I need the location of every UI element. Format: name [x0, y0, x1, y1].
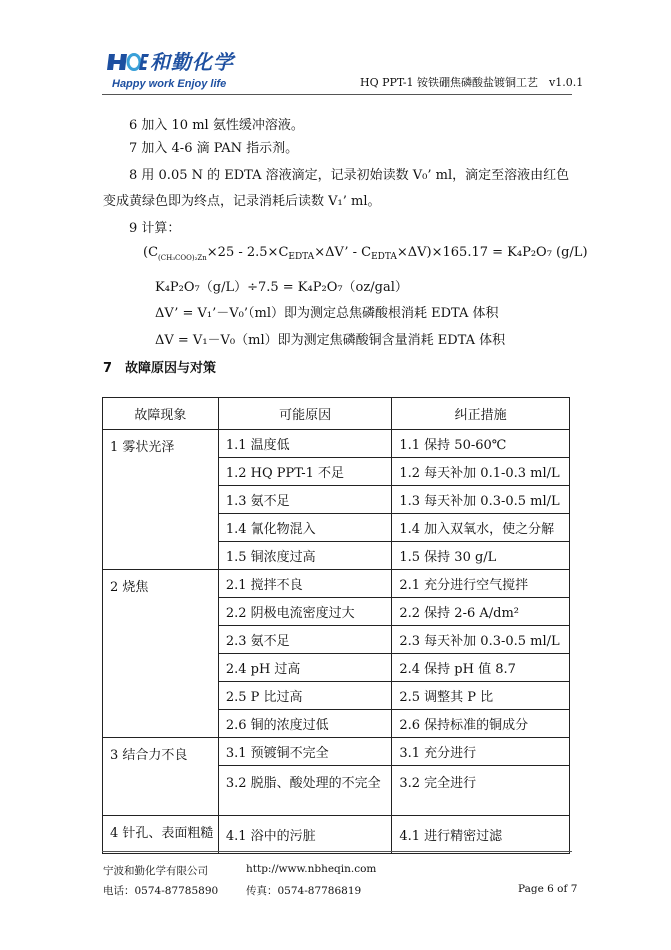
table-row: [103, 570, 570, 598]
table-row: [103, 738, 570, 766]
cause-cell: 3.2 脱脂、酸处理的不完全: [218, 766, 392, 816]
fix-cell: 4.1 进行精密过滤: [392, 816, 570, 854]
fix-cell: 1.3 每天补加 0.3-0.5 ml/L: [392, 486, 570, 514]
cause-cell: 1.3 氨不足: [218, 486, 392, 514]
fix-cell: 2.2 保持 2-6 A/dm²: [392, 598, 570, 626]
symptom-cell: 2 烧焦: [103, 570, 219, 738]
cause-cell: 1.1 温度低: [218, 430, 392, 458]
formula-edta-sub-1: EDTA: [288, 252, 315, 262]
step-7: 7 加入 4-6 滴 PAN 指示剂。: [129, 141, 299, 156]
formula-subscript: (CH₃COO)₂Zn: [158, 254, 207, 262]
fix-cell: 2.1 充分进行空气搅拌: [392, 570, 570, 598]
footer-company: 宁波和勤化学有限公司: [103, 865, 208, 877]
fix-cell: 1.2 每天补加 0.1-0.3 ml/L: [392, 458, 570, 486]
cause-cell: 2.5 P 比过高: [218, 682, 392, 710]
footer-phone: 电话：0574-87785890: [103, 885, 219, 897]
fix-cell: 2.6 保持标准的铜成分: [392, 710, 570, 738]
fix-cell: 2.3 每天补加 0.3-0.5 ml/L: [392, 626, 570, 654]
step-9: 9 计算：: [129, 221, 181, 236]
header-cause: 可能原因: [218, 398, 392, 430]
header-divider: [102, 94, 572, 95]
step-8-line-1: 8 用 0.05 N 的 EDTA 溶液滴定，记录初始读数 V₀’ ml，滴定至溶液由红色: [129, 168, 570, 183]
symptom-cell: 3 结合力不良: [103, 738, 219, 816]
cause-cell: 3.1 预镀铜不完全: [218, 738, 392, 766]
fix-cell: 2.5 调整其 P 比: [392, 682, 570, 710]
symptom-cell: 1 雾状光泽: [103, 430, 219, 570]
logo-chinese-name: 和勤化学: [150, 50, 234, 74]
footer-fax: 传真：0574-87786819: [246, 885, 362, 897]
cause-cell: 1.4 氰化物混入: [218, 514, 392, 542]
formula-tail: ×ΔV)×165.17 = K₄P₂O₇ (g/L): [396, 245, 588, 260]
cause-cell: 1.5 铜浓度过高: [218, 542, 392, 570]
header-fix: 纠正措施: [392, 398, 570, 430]
fix-cell: 1.5 保持 30 g/L: [392, 542, 570, 570]
fix-cell: 3.2 完全进行: [392, 766, 570, 816]
formula-expr: ×25 - 2.5×C: [206, 245, 289, 260]
formula-definition-2: ΔV = V₁－V₀（ml）即为测定焦磷酸铜含量消耗 EDTA 体积: [155, 333, 506, 348]
footer-website[interactable]: http://www.nbheqin.com: [246, 863, 377, 875]
footer-divider: [102, 851, 572, 852]
formula-mid: ×ΔV’ - C: [314, 245, 372, 260]
cause-cell: 2.2 阴极电流密度过大: [218, 598, 392, 626]
formula-conversion: K₄P₂O₇（g/L）÷7.5 = K₄P₂O₇（oz/gal）: [155, 280, 408, 295]
table-row: [103, 816, 570, 854]
step-8-line-2: 变成黄绿色即为终点，记录消耗后读数 V₁’ ml。: [103, 194, 381, 209]
cause-cell: 2.1 搅拌不良: [218, 570, 392, 598]
section-title: 7 故障原因与对策: [103, 361, 217, 376]
cause-cell: 1.2 HQ PPT-1 不足: [218, 458, 392, 486]
troubleshooting-table: [102, 397, 570, 854]
footer-page-number: Page 6 of 7: [518, 883, 578, 895]
formula-open: (C: [143, 245, 159, 260]
cause-cell: 2.4 pH 过高: [218, 654, 392, 682]
company-logo-icon: [107, 52, 149, 72]
cause-cell: 4.1 浴中的污脏: [218, 816, 392, 854]
document-title: HQ PPT-1 铵铁硼焦磷酸盐镀铜工艺 v1.0.1: [360, 76, 584, 89]
logo-slogan: Happy work Enjoy life: [112, 78, 227, 90]
fix-cell: 1.1 保持 50-60℃: [392, 430, 570, 458]
formula-edta-sub-2: EDTA: [371, 252, 397, 262]
fix-cell: 3.1 充分进行: [392, 738, 570, 766]
table-row: [103, 430, 570, 458]
header-symptom: 故障现象: [103, 398, 219, 430]
formula-definition-1: ΔV’ = V₁’－V₀’（ml）即为测定总焦磷酸根消耗 EDTA 体积: [155, 306, 499, 321]
fix-cell: 2.4 保持 pH 值 8.7: [392, 654, 570, 682]
cause-cell: 2.6 铜的浓度过低: [218, 710, 392, 738]
cause-cell: 2.3 氨不足: [218, 626, 392, 654]
table-header-row: [103, 398, 570, 430]
step-6: 6 加入 10 ml 氨性缓冲溶液。: [129, 118, 304, 133]
symptom-cell: 4 针孔、表面粗糙: [103, 816, 219, 854]
fix-cell: 1.4 加入双氧水，使之分解: [392, 514, 570, 542]
formula-main: [143, 245, 588, 260]
